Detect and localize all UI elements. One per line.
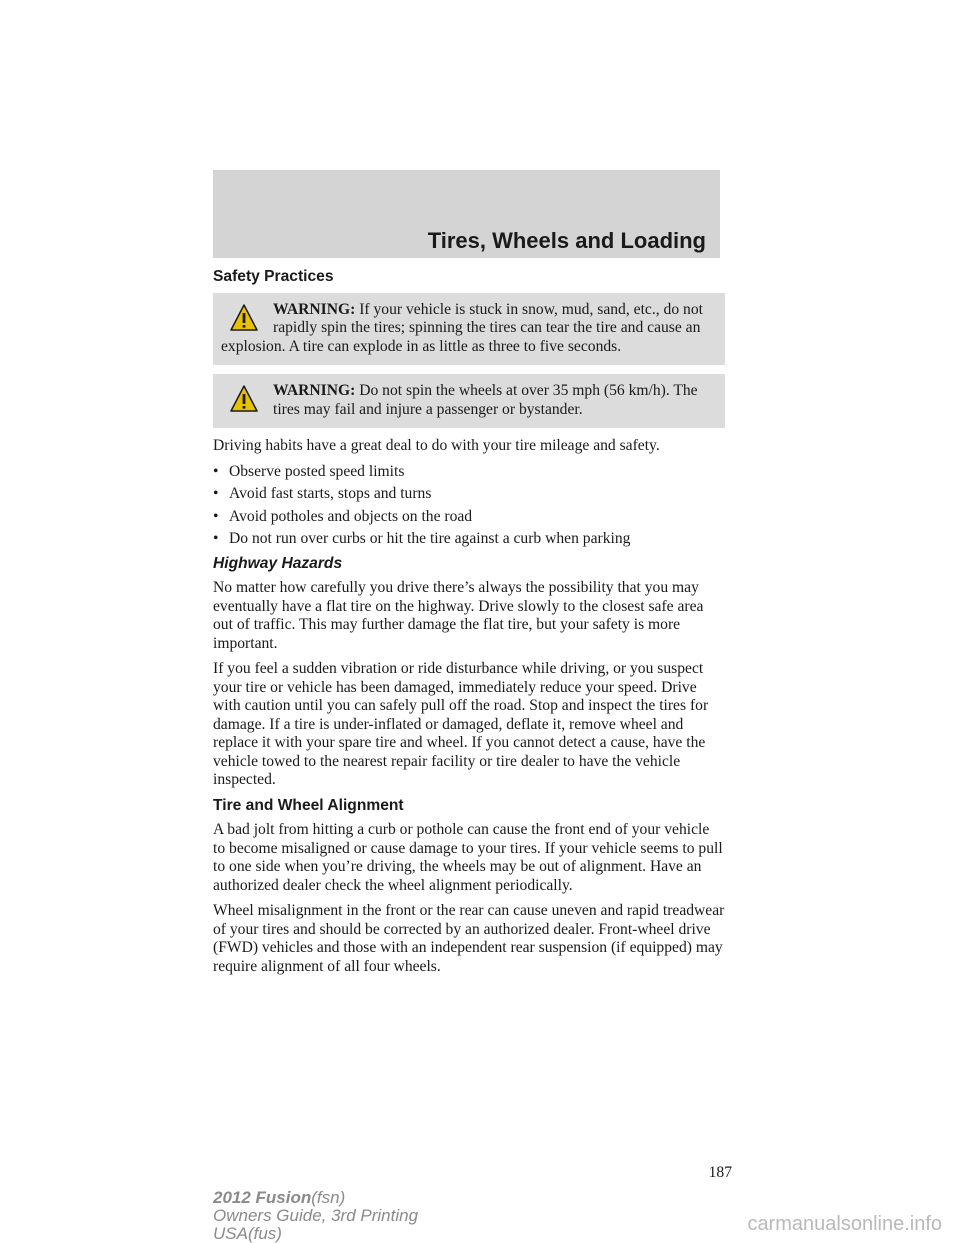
footer-model: 2012 Fusion (213, 1188, 312, 1207)
page-content (213, 268, 725, 983)
bullet-glyph: • (213, 462, 219, 480)
paragraph: A bad jolt from hitting a curb or pothole can cause the front end of your vehicle to become misaligned or cause damage to your tires. If your vehicle seems to pull to one side when you’re driving, the wheels may be out of alignment. Have an authorized dealer check the wheel alignment periodically. (213, 821, 723, 894)
warning-box (213, 374, 725, 428)
heading-safety-practices: Safety Practices (213, 268, 334, 285)
warning-box (213, 293, 725, 366)
heading-tire-wheel-alignment: Tire and Wheel Alignment (213, 796, 404, 814)
list-item: • Do not run over curbs or hit the tire against a curb when parking (213, 530, 631, 547)
warning-text: If your vehicle is stuck in snow, mud, sand, etc., do not rapidly spin the tires; spinning the tires can tear the tire and cause an explosion. A tire can explode in as little as three to five seconds. (221, 300, 703, 355)
section-header-band (213, 170, 720, 258)
document-footer (213, 1189, 418, 1243)
bullet-glyph: • (213, 485, 219, 502)
intro-paragraph: Driving habits have a great deal to do with your tire mileage and safety. (213, 437, 660, 454)
warning-triangle-icon (229, 384, 259, 414)
footer-model-code: (fsn) (311, 1188, 346, 1207)
warning-label: WARNING: (273, 382, 356, 399)
warning-text: Do not spin the wheels at over 35 mph (56 km/h). The tires may fail and injure a passenger or bystander. (273, 382, 698, 418)
paragraph: If you feel a sudden vibration or ride disturbance while driving, or you suspect your tire or vehicle has been damaged, immediately reduce your speed. Drive with caution until you can safely pull off the road. Stop and inspect the tires for damage. If a tire is under-inflated or damaged, deflate it, remove wheel and replace it with your spare tire and wheel. If you cannot detect a cause, have the vehicle towed to the nearest repair facility or tire dealer to have the vehicle inspected. (213, 660, 709, 788)
paragraph: No matter how carefully you drive there’s always the possibility that you may eventually have a flat tire on the highway. Drive slowly to the closest safe area out of traffic. This may further damage the flat tire, but your safety is more important. (213, 579, 704, 652)
list-item: • Avoid fast starts, stops and turns (213, 485, 432, 502)
section-title: Tires, Wheels and Loading (427, 228, 706, 253)
page-number: 187 (708, 1164, 732, 1181)
footer-market-code: (fus) (247, 1224, 282, 1243)
bullet-glyph: • (213, 530, 219, 547)
warning-label: WARNING: (273, 300, 356, 318)
driving-habits-list (213, 463, 725, 549)
list-item: • Avoid potholes and objects on the road (213, 507, 473, 525)
heading-highway-hazards: Highway Hazards (213, 554, 343, 572)
warning-triangle-icon (229, 303, 259, 333)
footer-guide: Owners Guide, 3rd Printing (213, 1206, 419, 1225)
list-item: • Observe posted speed limits (213, 462, 405, 480)
bullet-glyph: • (213, 507, 219, 525)
paragraph: Wheel misalignment in the front or the rear can cause uneven and rapid treadwear of your tires and should be corrected by an authorized dealer. Front-wheel drive (FWD) vehicles and those with an independent rear suspension (if equipped) may require alignment of all four wheels. (213, 902, 725, 975)
watermark: carmanualsonline.info (747, 1213, 942, 1235)
footer-market: USA (213, 1224, 248, 1243)
